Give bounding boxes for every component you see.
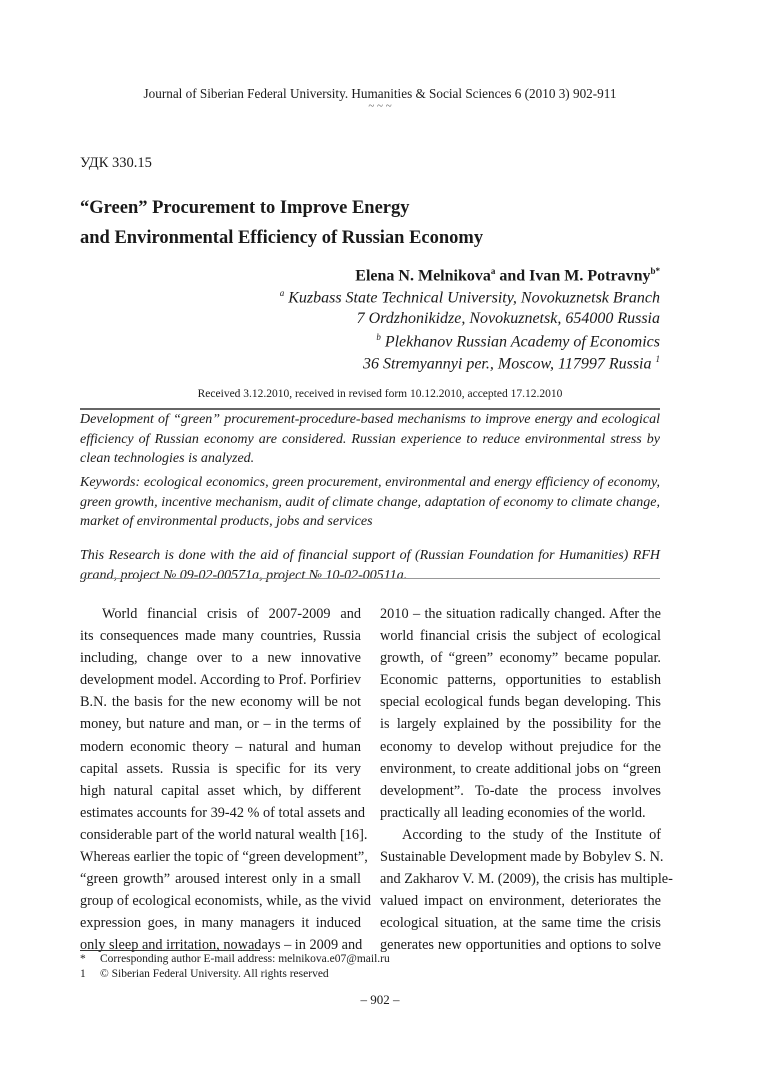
authors-and: and: [495, 267, 530, 285]
abstract: Development of “green” procurement-procedure-based mechanisms to improve energy and ecological efficiency of Russian economy are considered. Russian experience to reduce environmental stress by clean technologies is analyzed.: [80, 412, 660, 466]
body-line: 2010 – the situation radically changed. After the: [380, 606, 661, 622]
body-line: and Zakharov V. M. (2009), the crisis has multiple-: [380, 871, 673, 888]
affiliation: [376, 332, 660, 351]
affiliation-mark: b: [376, 332, 381, 342]
body-line: economy to develop without prejudice for the: [380, 738, 661, 755]
body-line: is largely explained by the possibility for the: [380, 716, 661, 733]
affiliation-mark: a: [279, 288, 285, 298]
received-dates: Received 3.12.2010, received in revised form 10.12.2010, accepted 17.12.2010: [197, 388, 563, 400]
footnote-mark: 1: [80, 968, 86, 980]
header-separator: ~ ~ ~: [368, 100, 392, 112]
journal-header: Journal of Siberian Federal University. Humanities & Social Sciences 6 (2010 3) 902-911: [143, 86, 617, 101]
affiliation-text: Plekhanov Russian Academy of Economics: [380, 333, 660, 351]
body-column-left: [80, 603, 372, 957]
body-line: B.N. the basis for the new economy will be not: [80, 694, 361, 711]
article-title-line-1: “Green” Procurement to Improve Energy: [80, 198, 410, 218]
footnote: [80, 953, 390, 965]
body-line: only sleep and irritation, nowadays – in 2009 and: [80, 937, 363, 954]
body-line: Economic patterns, opportunities to establish: [380, 672, 661, 689]
body-line: valued impact on environment, deteriorates the: [380, 893, 661, 910]
body-line: According to the study of the Institute of: [402, 826, 661, 843]
body-line: its consequences made many countries, Russia: [80, 628, 361, 645]
author-2-mark: b*: [650, 266, 660, 276]
body-line: development model. According to Prof. Porfiriev: [80, 672, 361, 689]
body-line: high natural capital asset which, by different: [80, 782, 361, 799]
page-number: – 902 –: [360, 992, 400, 1007]
affiliation-text: 36 Stremyannyi per., Moscow, 117997 Russia: [362, 355, 656, 373]
author-2: Ivan M. Potravny: [529, 267, 651, 285]
body-line: development”. To-date the process involves: [380, 782, 661, 799]
body-line: modern economic theory – natural and human: [80, 738, 361, 755]
footnote: [80, 968, 329, 980]
body-line: special ecological funds began developing. This: [380, 694, 661, 711]
body-line: environment, to create additional jobs on “green: [380, 760, 661, 777]
footnote-mark: *: [80, 953, 86, 965]
body-line: group of ecological economists, while, as the vivid: [80, 893, 372, 910]
affiliation: [357, 310, 660, 328]
body-line: world financial crisis the subject of ecological: [380, 628, 661, 645]
footnote-divider: [80, 950, 260, 951]
keywords: Keywords: ecological economics, green procurement, environmental and energy efficiency of economy, green growth, incentive mechanism, audit of climate change, adaptation of economy to climate change, market of environmental products, jobs and services: [80, 475, 660, 529]
body-line: considerable part of the world natural wealth [16].: [80, 826, 368, 843]
body-line: generates new opportunities and options to solve: [380, 937, 661, 954]
body-line: World financial crisis of 2007-2009 and: [102, 606, 361, 622]
footnote-mark: 1: [655, 354, 660, 364]
body-line: Whereas earlier the topic of “green development”,: [80, 849, 368, 866]
body-line: estimates accounts for 39-42 % of total assets and: [80, 804, 366, 821]
author-1: Elena N. Melnikova: [355, 267, 491, 285]
divider: [80, 578, 660, 579]
body-line: ecological situation, at the same time the crisis: [380, 915, 661, 932]
body-line: practically all leading economies of the world.: [380, 804, 646, 821]
affiliation: [280, 288, 660, 307]
footnote-text: © Siberian Federal University. All rights reserved: [100, 968, 329, 980]
body-line: money, but nature and man, or – in the terms of: [80, 716, 361, 733]
article-title-line-2: and Environmental Efficiency of Russian Economy: [80, 228, 484, 248]
funding-note: This Research is done with the aid of financial support of (Russian Foundation for Humanities) RFH grand, project № 09-02-00571a, project № 10-02-00511a.: [80, 548, 660, 583]
body-line: capital assets. Russia is specific for its very: [80, 760, 361, 777]
authors: [355, 266, 660, 285]
body-column-right: [380, 603, 673, 957]
body-line: growth, of “green” economy” became popular.: [380, 650, 661, 667]
footnote-text: Corresponding author E-mail address: melnikova.e07@mail.ru: [100, 953, 390, 965]
affiliation: [363, 354, 660, 373]
body-line: expression goes, in many managers it induced: [80, 915, 361, 932]
udk-code: УДК 330.15: [80, 155, 152, 171]
affiliation-text: Kuzbass State Technical University, Novokuznetsk Branch: [284, 289, 660, 307]
affiliation-text: 7 Ordzhonikidze, Novokuznetsk, 654000 Russia: [356, 310, 660, 327]
body-line: including, change over to a new innovative: [80, 650, 361, 667]
author-1-mark: a: [490, 266, 496, 276]
body-line: “green growth” aroused interest only in a small: [80, 871, 361, 888]
body-line: Sustainable Development made by Bobylev S. N.: [380, 849, 664, 866]
